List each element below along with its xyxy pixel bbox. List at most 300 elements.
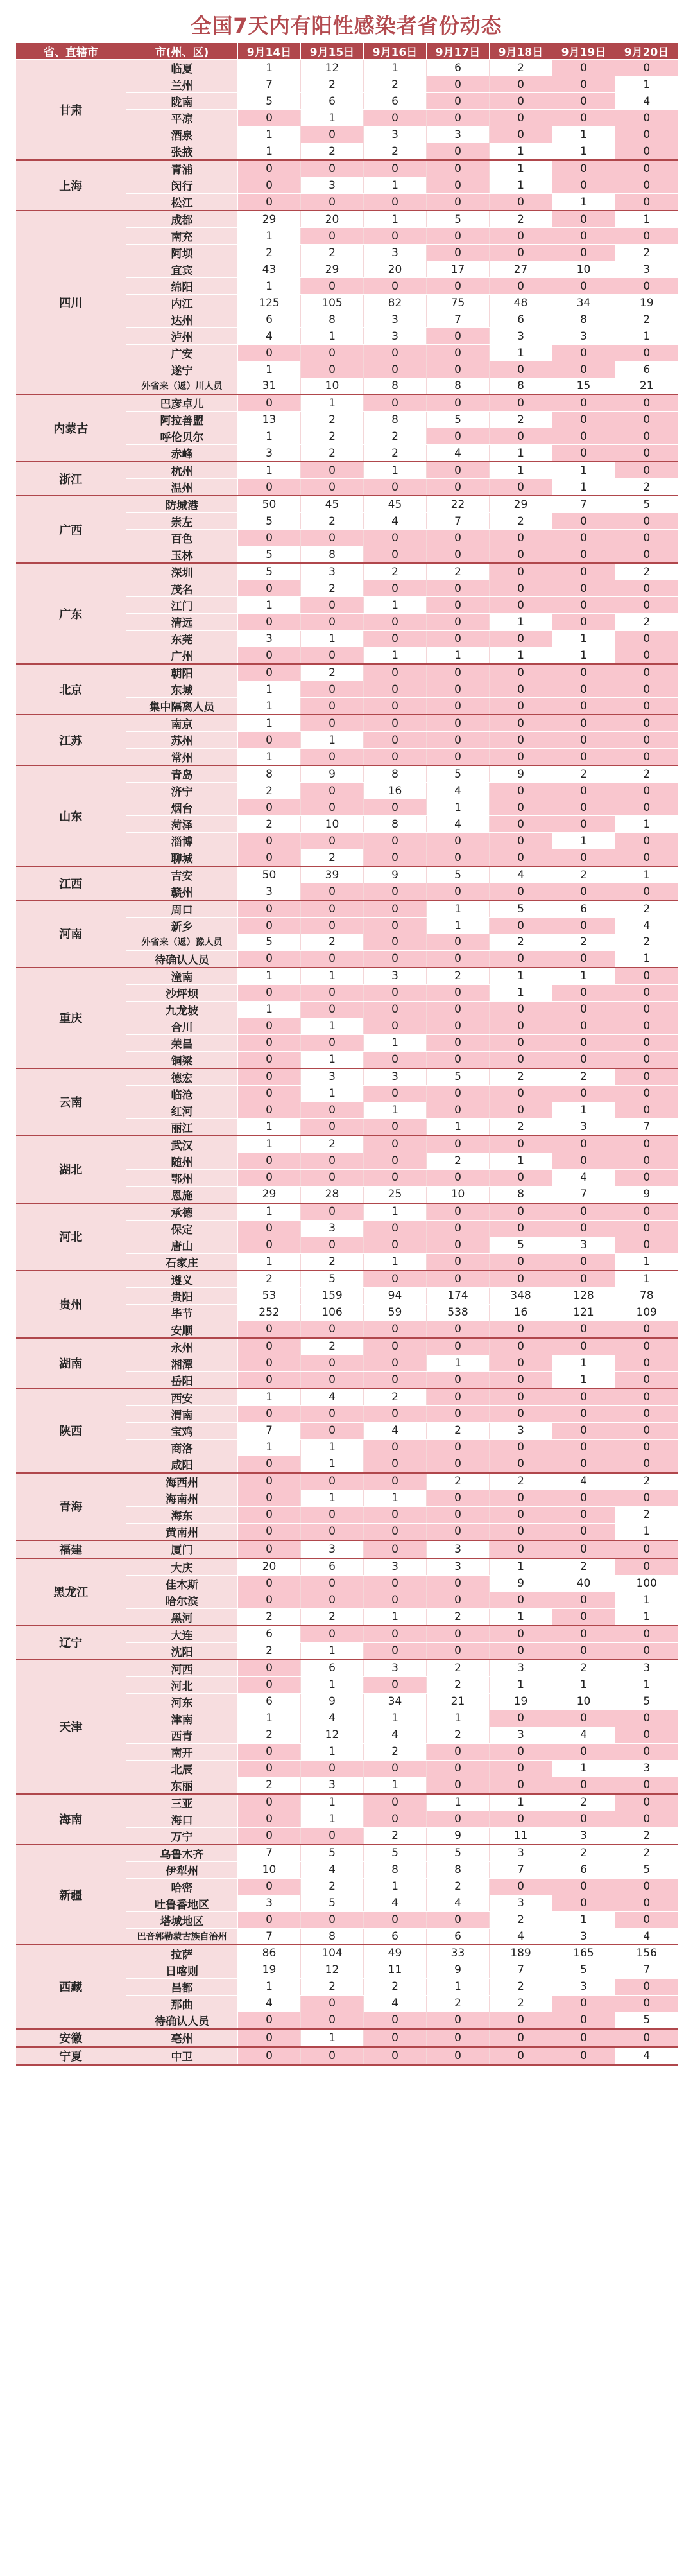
- count-cell: 0: [490, 1371, 552, 1389]
- count-cell: 5: [490, 900, 552, 918]
- count-cell: 0: [364, 160, 427, 177]
- count-cell: 0: [364, 1169, 427, 1186]
- count-cell: 0: [238, 647, 301, 665]
- count-cell: 0: [427, 1253, 490, 1271]
- city-cell: 百色: [126, 530, 238, 546]
- count-cell: 0: [301, 1153, 364, 1169]
- count-cell: 0: [364, 194, 427, 211]
- count-cell: 1: [615, 1271, 678, 1288]
- city-cell: 巴彦卓儿: [126, 394, 238, 412]
- city-cell: 九龙坡: [126, 1001, 238, 1018]
- count-cell: 0: [238, 1355, 301, 1371]
- count-cell: 0: [427, 1405, 490, 1422]
- count-cell: 39: [301, 866, 364, 883]
- count-cell: 0: [552, 76, 615, 93]
- count-cell: 0: [615, 110, 678, 126]
- count-cell: 3: [301, 1220, 364, 1237]
- city-cell: 哈尔滨: [126, 1592, 238, 1608]
- count-cell: 7: [615, 1962, 678, 1978]
- count-cell: 0: [364, 984, 427, 1001]
- count-cell: 0: [615, 580, 678, 597]
- count-cell: 0: [552, 1878, 615, 1895]
- count-cell: 1: [552, 1355, 615, 1371]
- count-cell: 3: [490, 1895, 552, 1911]
- count-cell: 0: [238, 1490, 301, 1506]
- count-cell: 0: [364, 1338, 427, 1355]
- count-cell: 1: [552, 1371, 615, 1389]
- count-cell: 0: [552, 918, 615, 934]
- count-cell: 0: [490, 110, 552, 126]
- city-cell: 东丽: [126, 1777, 238, 1794]
- count-cell: 1: [301, 1743, 364, 1760]
- count-cell: 0: [301, 1321, 364, 1338]
- count-cell: 0: [364, 883, 427, 901]
- count-cell: 9: [427, 1962, 490, 1978]
- count-cell: 1: [238, 1253, 301, 1271]
- count-cell: 27: [490, 261, 552, 278]
- city-cell: 南充: [126, 228, 238, 245]
- count-cell: 0: [615, 1558, 678, 1576]
- count-cell: 1: [552, 647, 615, 665]
- count-cell: 1: [238, 1389, 301, 1406]
- count-cell: 0: [427, 950, 490, 968]
- city-cell: 宜宾: [126, 261, 238, 278]
- count-cell: 0: [552, 1456, 615, 1473]
- count-cell: 0: [301, 1405, 364, 1422]
- city-cell: 苏州: [126, 732, 238, 749]
- count-cell: 1: [552, 143, 615, 161]
- city-cell: 南京: [126, 715, 238, 732]
- count-cell: 3: [490, 1422, 552, 1439]
- count-cell: 0: [490, 698, 552, 715]
- city-cell: 合川: [126, 1018, 238, 1034]
- count-cell: 0: [490, 783, 552, 799]
- positive-cases-table: [15, 42, 678, 2066]
- count-cell: 0: [238, 1456, 301, 1473]
- count-cell: 0: [427, 1777, 490, 1794]
- count-cell: 2: [301, 445, 364, 462]
- count-cell: 0: [364, 1911, 427, 1928]
- province-cell: 广西: [16, 496, 126, 563]
- count-cell: 0: [427, 681, 490, 698]
- count-cell: 1: [490, 445, 552, 462]
- count-cell: 1: [364, 1608, 427, 1626]
- count-cell: 0: [238, 984, 301, 1001]
- city-cell: 遂宁: [126, 361, 238, 378]
- count-cell: 104: [301, 1945, 364, 1962]
- city-cell: 温州: [126, 479, 238, 496]
- count-cell: 2: [552, 1558, 615, 1576]
- count-cell: 40: [552, 1575, 615, 1592]
- count-cell: 0: [301, 2012, 364, 2029]
- count-cell: 4: [615, 2047, 678, 2065]
- count-cell: 10: [552, 1693, 615, 1710]
- count-cell: 0: [615, 1001, 678, 1018]
- count-cell: 0: [427, 143, 490, 161]
- count-cell: 9: [301, 1693, 364, 1710]
- count-cell: 10: [238, 1861, 301, 1878]
- count-cell: 1: [427, 918, 490, 934]
- count-cell: 6: [238, 1626, 301, 1643]
- table-row: [16, 1203, 678, 1221]
- count-cell: 2: [552, 866, 615, 883]
- count-cell: 0: [552, 1405, 615, 1422]
- count-cell: 17: [427, 261, 490, 278]
- count-cell: 6: [490, 311, 552, 328]
- count-cell: 0: [615, 984, 678, 1001]
- count-cell: 0: [427, 1321, 490, 1338]
- count-cell: 2: [490, 211, 552, 228]
- count-cell: 0: [427, 1439, 490, 1456]
- count-cell: 3: [364, 1660, 427, 1677]
- count-cell: 3: [552, 328, 615, 345]
- province-cell: 西藏: [16, 1945, 126, 2029]
- count-cell: 0: [552, 1153, 615, 1169]
- count-cell: 2: [238, 1642, 301, 1660]
- count-cell: 0: [301, 1102, 364, 1118]
- count-cell: 109: [615, 1304, 678, 1321]
- count-cell: 0: [552, 1811, 615, 1827]
- count-cell: 0: [301, 1995, 364, 2012]
- count-cell: 0: [615, 2029, 678, 2047]
- count-cell: 0: [364, 546, 427, 564]
- count-cell: 11: [364, 1962, 427, 1978]
- count-cell: 0: [552, 412, 615, 428]
- city-cell: 安顺: [126, 1321, 238, 1338]
- count-cell: 4: [301, 1389, 364, 1406]
- count-cell: 0: [238, 918, 301, 934]
- province-cell: 湖北: [16, 1136, 126, 1203]
- count-cell: 2: [490, 60, 552, 76]
- count-cell: 2: [615, 1506, 678, 1523]
- count-cell: 0: [238, 833, 301, 849]
- count-cell: 29: [238, 1186, 301, 1203]
- count-cell: 0: [238, 1878, 301, 1895]
- count-cell: 0: [615, 60, 678, 76]
- count-cell: 0: [552, 1253, 615, 1271]
- count-cell: 0: [364, 614, 427, 631]
- count-cell: 21: [427, 1693, 490, 1710]
- count-cell: 0: [552, 1203, 615, 1221]
- count-cell: 2: [364, 1743, 427, 1760]
- count-cell: 43: [238, 261, 301, 278]
- count-cell: 0: [301, 799, 364, 816]
- count-cell: 9: [427, 1827, 490, 1845]
- count-cell: 1: [427, 1978, 490, 1995]
- count-cell: 1: [552, 631, 615, 647]
- count-cell: 5: [427, 765, 490, 783]
- count-cell: 0: [238, 1371, 301, 1389]
- count-cell: 348: [490, 1287, 552, 1304]
- table-row: [16, 1136, 678, 1153]
- count-cell: 1: [427, 1710, 490, 1727]
- count-cell: 3: [552, 1237, 615, 1253]
- count-cell: 1: [490, 1153, 552, 1169]
- table-row: [16, 1068, 678, 1086]
- count-cell: 0: [301, 1523, 364, 1540]
- count-cell: 1: [238, 462, 301, 479]
- count-cell: 4: [301, 1710, 364, 1727]
- count-cell: 0: [301, 194, 364, 211]
- count-cell: 0: [490, 1169, 552, 1186]
- count-cell: 0: [301, 1169, 364, 1186]
- count-cell: 0: [552, 984, 615, 1001]
- count-cell: 0: [364, 1018, 427, 1034]
- city-cell: 赤峰: [126, 445, 238, 462]
- count-cell: 2: [427, 1153, 490, 1169]
- count-cell: 1: [615, 328, 678, 345]
- table-row: [16, 1558, 678, 1576]
- count-cell: 0: [427, 631, 490, 647]
- count-cell: 0: [238, 1321, 301, 1338]
- count-cell: 5: [301, 1845, 364, 1862]
- count-cell: 82: [364, 295, 427, 311]
- count-cell: 20: [301, 211, 364, 228]
- count-cell: 0: [615, 681, 678, 698]
- city-cell: 宝鸡: [126, 1422, 238, 1439]
- count-cell: 0: [615, 1321, 678, 1338]
- count-cell: 0: [238, 614, 301, 631]
- count-cell: 0: [364, 228, 427, 245]
- count-cell: 0: [552, 1523, 615, 1540]
- count-cell: 1: [552, 833, 615, 849]
- count-cell: 4: [427, 783, 490, 799]
- count-cell: 0: [427, 1490, 490, 1506]
- count-cell: 0: [364, 749, 427, 766]
- count-cell: 0: [427, 1626, 490, 1643]
- city-cell: 大连: [126, 1626, 238, 1643]
- count-cell: 0: [427, 1743, 490, 1760]
- count-cell: 2: [615, 900, 678, 918]
- count-cell: 0: [238, 479, 301, 496]
- count-cell: 0: [301, 950, 364, 968]
- province-cell: 云南: [16, 1068, 126, 1136]
- count-cell: 50: [238, 866, 301, 883]
- count-cell: 9: [490, 765, 552, 783]
- count-cell: 0: [427, 580, 490, 597]
- count-cell: 0: [615, 849, 678, 867]
- count-cell: 1: [301, 1018, 364, 1034]
- city-cell: 外省来（返）豫人员: [126, 934, 238, 951]
- count-cell: 1: [427, 900, 490, 918]
- count-cell: 0: [552, 698, 615, 715]
- count-cell: 1: [301, 732, 364, 749]
- count-cell: 0: [427, 1911, 490, 1928]
- count-cell: 1: [615, 866, 678, 883]
- count-cell: 15: [552, 378, 615, 395]
- count-cell: 0: [490, 715, 552, 732]
- count-cell: 1: [552, 479, 615, 496]
- count-cell: 1: [364, 597, 427, 614]
- count-cell: 0: [490, 816, 552, 833]
- count-cell: 2: [490, 513, 552, 530]
- count-cell: 3: [552, 1827, 615, 1845]
- count-cell: 20: [364, 261, 427, 278]
- city-cell: 西青: [126, 1727, 238, 1743]
- count-cell: 0: [552, 883, 615, 901]
- count-cell: 3: [427, 1558, 490, 1576]
- city-cell: 江门: [126, 597, 238, 614]
- count-cell: 3: [238, 631, 301, 647]
- province-cell: 宁夏: [16, 2047, 126, 2065]
- count-cell: 0: [615, 530, 678, 546]
- count-cell: 1: [364, 177, 427, 194]
- count-cell: 2: [238, 1777, 301, 1794]
- count-cell: 0: [490, 93, 552, 110]
- count-cell: 0: [552, 563, 615, 580]
- count-cell: 0: [552, 1439, 615, 1456]
- count-cell: 2: [238, 1608, 301, 1626]
- count-cell: 0: [490, 597, 552, 614]
- city-cell: 闵行: [126, 177, 238, 194]
- count-cell: 0: [364, 1473, 427, 1490]
- count-cell: 0: [490, 245, 552, 261]
- count-cell: 0: [364, 681, 427, 698]
- count-cell: 2: [552, 1845, 615, 1862]
- count-cell: 2: [427, 1727, 490, 1743]
- count-cell: 4: [238, 1995, 301, 2012]
- count-cell: 6: [364, 93, 427, 110]
- count-cell: 0: [364, 1540, 427, 1558]
- count-cell: 0: [490, 631, 552, 647]
- count-cell: 0: [427, 1371, 490, 1389]
- count-cell: 0: [238, 799, 301, 816]
- city-cell: 聊城: [126, 849, 238, 867]
- count-cell: 0: [364, 1811, 427, 1827]
- count-cell: 0: [238, 1523, 301, 1540]
- count-cell: 0: [552, 664, 615, 681]
- count-cell: 2: [364, 428, 427, 445]
- count-cell: 2: [490, 412, 552, 428]
- province-cell: 河南: [16, 900, 126, 968]
- count-cell: 0: [615, 1978, 678, 1995]
- count-cell: 0: [301, 1827, 364, 1845]
- city-cell: 毕节: [126, 1304, 238, 1321]
- count-cell: 1: [238, 968, 301, 985]
- count-cell: 2: [490, 1118, 552, 1136]
- count-cell: 1: [238, 428, 301, 445]
- count-cell: 13: [238, 412, 301, 428]
- count-cell: 0: [427, 278, 490, 295]
- count-cell: 1: [615, 1592, 678, 1608]
- count-cell: 0: [427, 394, 490, 412]
- count-cell: 3: [615, 1660, 678, 1677]
- count-cell: 1: [490, 143, 552, 161]
- count-cell: 75: [427, 295, 490, 311]
- count-cell: 0: [615, 1405, 678, 1422]
- count-cell: 1: [364, 60, 427, 76]
- count-cell: 0: [615, 1051, 678, 1068]
- count-cell: 5: [427, 412, 490, 428]
- count-cell: 0: [301, 1001, 364, 1018]
- city-cell: 达州: [126, 311, 238, 328]
- count-cell: 0: [427, 1034, 490, 1051]
- count-cell: 2: [490, 1995, 552, 2012]
- count-cell: 2: [238, 816, 301, 833]
- count-cell: 0: [615, 1018, 678, 1034]
- count-cell: 0: [615, 1085, 678, 1102]
- count-cell: 0: [490, 278, 552, 295]
- count-cell: 9: [301, 765, 364, 783]
- count-cell: 1: [238, 1710, 301, 1727]
- count-cell: 10: [427, 1186, 490, 1203]
- count-cell: 0: [301, 1473, 364, 1490]
- table-row: [16, 1626, 678, 1643]
- count-cell: 0: [238, 1085, 301, 1102]
- table-row: [16, 1271, 678, 1288]
- count-cell: 45: [301, 496, 364, 513]
- table-row: [16, 1389, 678, 1406]
- province-cell: 安徽: [16, 2029, 126, 2047]
- count-cell: 2: [301, 412, 364, 428]
- count-cell: 0: [490, 361, 552, 378]
- count-cell: 7: [615, 1118, 678, 1136]
- province-cell: 海南: [16, 1794, 126, 1845]
- count-cell: 0: [238, 2047, 301, 2065]
- count-cell: 0: [490, 2029, 552, 2047]
- count-cell: 59: [364, 1304, 427, 1321]
- count-cell: 0: [615, 968, 678, 985]
- table-row: [16, 394, 678, 412]
- count-cell: 0: [427, 110, 490, 126]
- count-cell: 0: [427, 1506, 490, 1523]
- count-cell: 0: [552, 1321, 615, 1338]
- city-cell: 内江: [126, 295, 238, 311]
- city-cell: 昌都: [126, 1978, 238, 1995]
- count-cell: 0: [364, 1220, 427, 1237]
- count-cell: 0: [238, 1676, 301, 1693]
- count-cell: 0: [615, 412, 678, 428]
- count-cell: 1: [490, 614, 552, 631]
- count-cell: 0: [552, 1018, 615, 1034]
- count-cell: 0: [615, 698, 678, 715]
- count-cell: 1: [615, 1608, 678, 1626]
- count-cell: 1: [427, 647, 490, 665]
- count-cell: 0: [427, 1102, 490, 1118]
- table-row: [16, 765, 678, 783]
- count-cell: 29: [238, 211, 301, 228]
- count-cell: 2: [301, 513, 364, 530]
- count-cell: 2: [552, 1794, 615, 1811]
- count-cell: 0: [615, 160, 678, 177]
- count-cell: 105: [301, 295, 364, 311]
- count-cell: 0: [301, 918, 364, 934]
- count-cell: 2: [301, 1878, 364, 1895]
- count-cell: 0: [552, 530, 615, 546]
- table-row: [16, 1338, 678, 1355]
- count-cell: 1: [238, 1978, 301, 1995]
- count-cell: 0: [427, 849, 490, 867]
- city-cell: 临夏: [126, 60, 238, 76]
- table-row: [16, 1945, 678, 1962]
- count-cell: 0: [364, 1642, 427, 1660]
- count-cell: 2: [615, 1827, 678, 1845]
- count-cell: 1: [552, 194, 615, 211]
- count-cell: 5: [301, 1271, 364, 1288]
- count-cell: 0: [427, 1760, 490, 1777]
- city-cell: 石家庄: [126, 1253, 238, 1271]
- count-cell: 2: [552, 1660, 615, 1677]
- count-cell: 0: [301, 1592, 364, 1608]
- count-cell: 2: [490, 1978, 552, 1995]
- count-cell: 0: [490, 1034, 552, 1051]
- count-cell: 1: [615, 211, 678, 228]
- count-cell: 1: [238, 698, 301, 715]
- count-cell: 0: [301, 160, 364, 177]
- count-cell: 0: [427, 1220, 490, 1237]
- count-cell: 0: [490, 849, 552, 867]
- count-cell: 0: [490, 2012, 552, 2029]
